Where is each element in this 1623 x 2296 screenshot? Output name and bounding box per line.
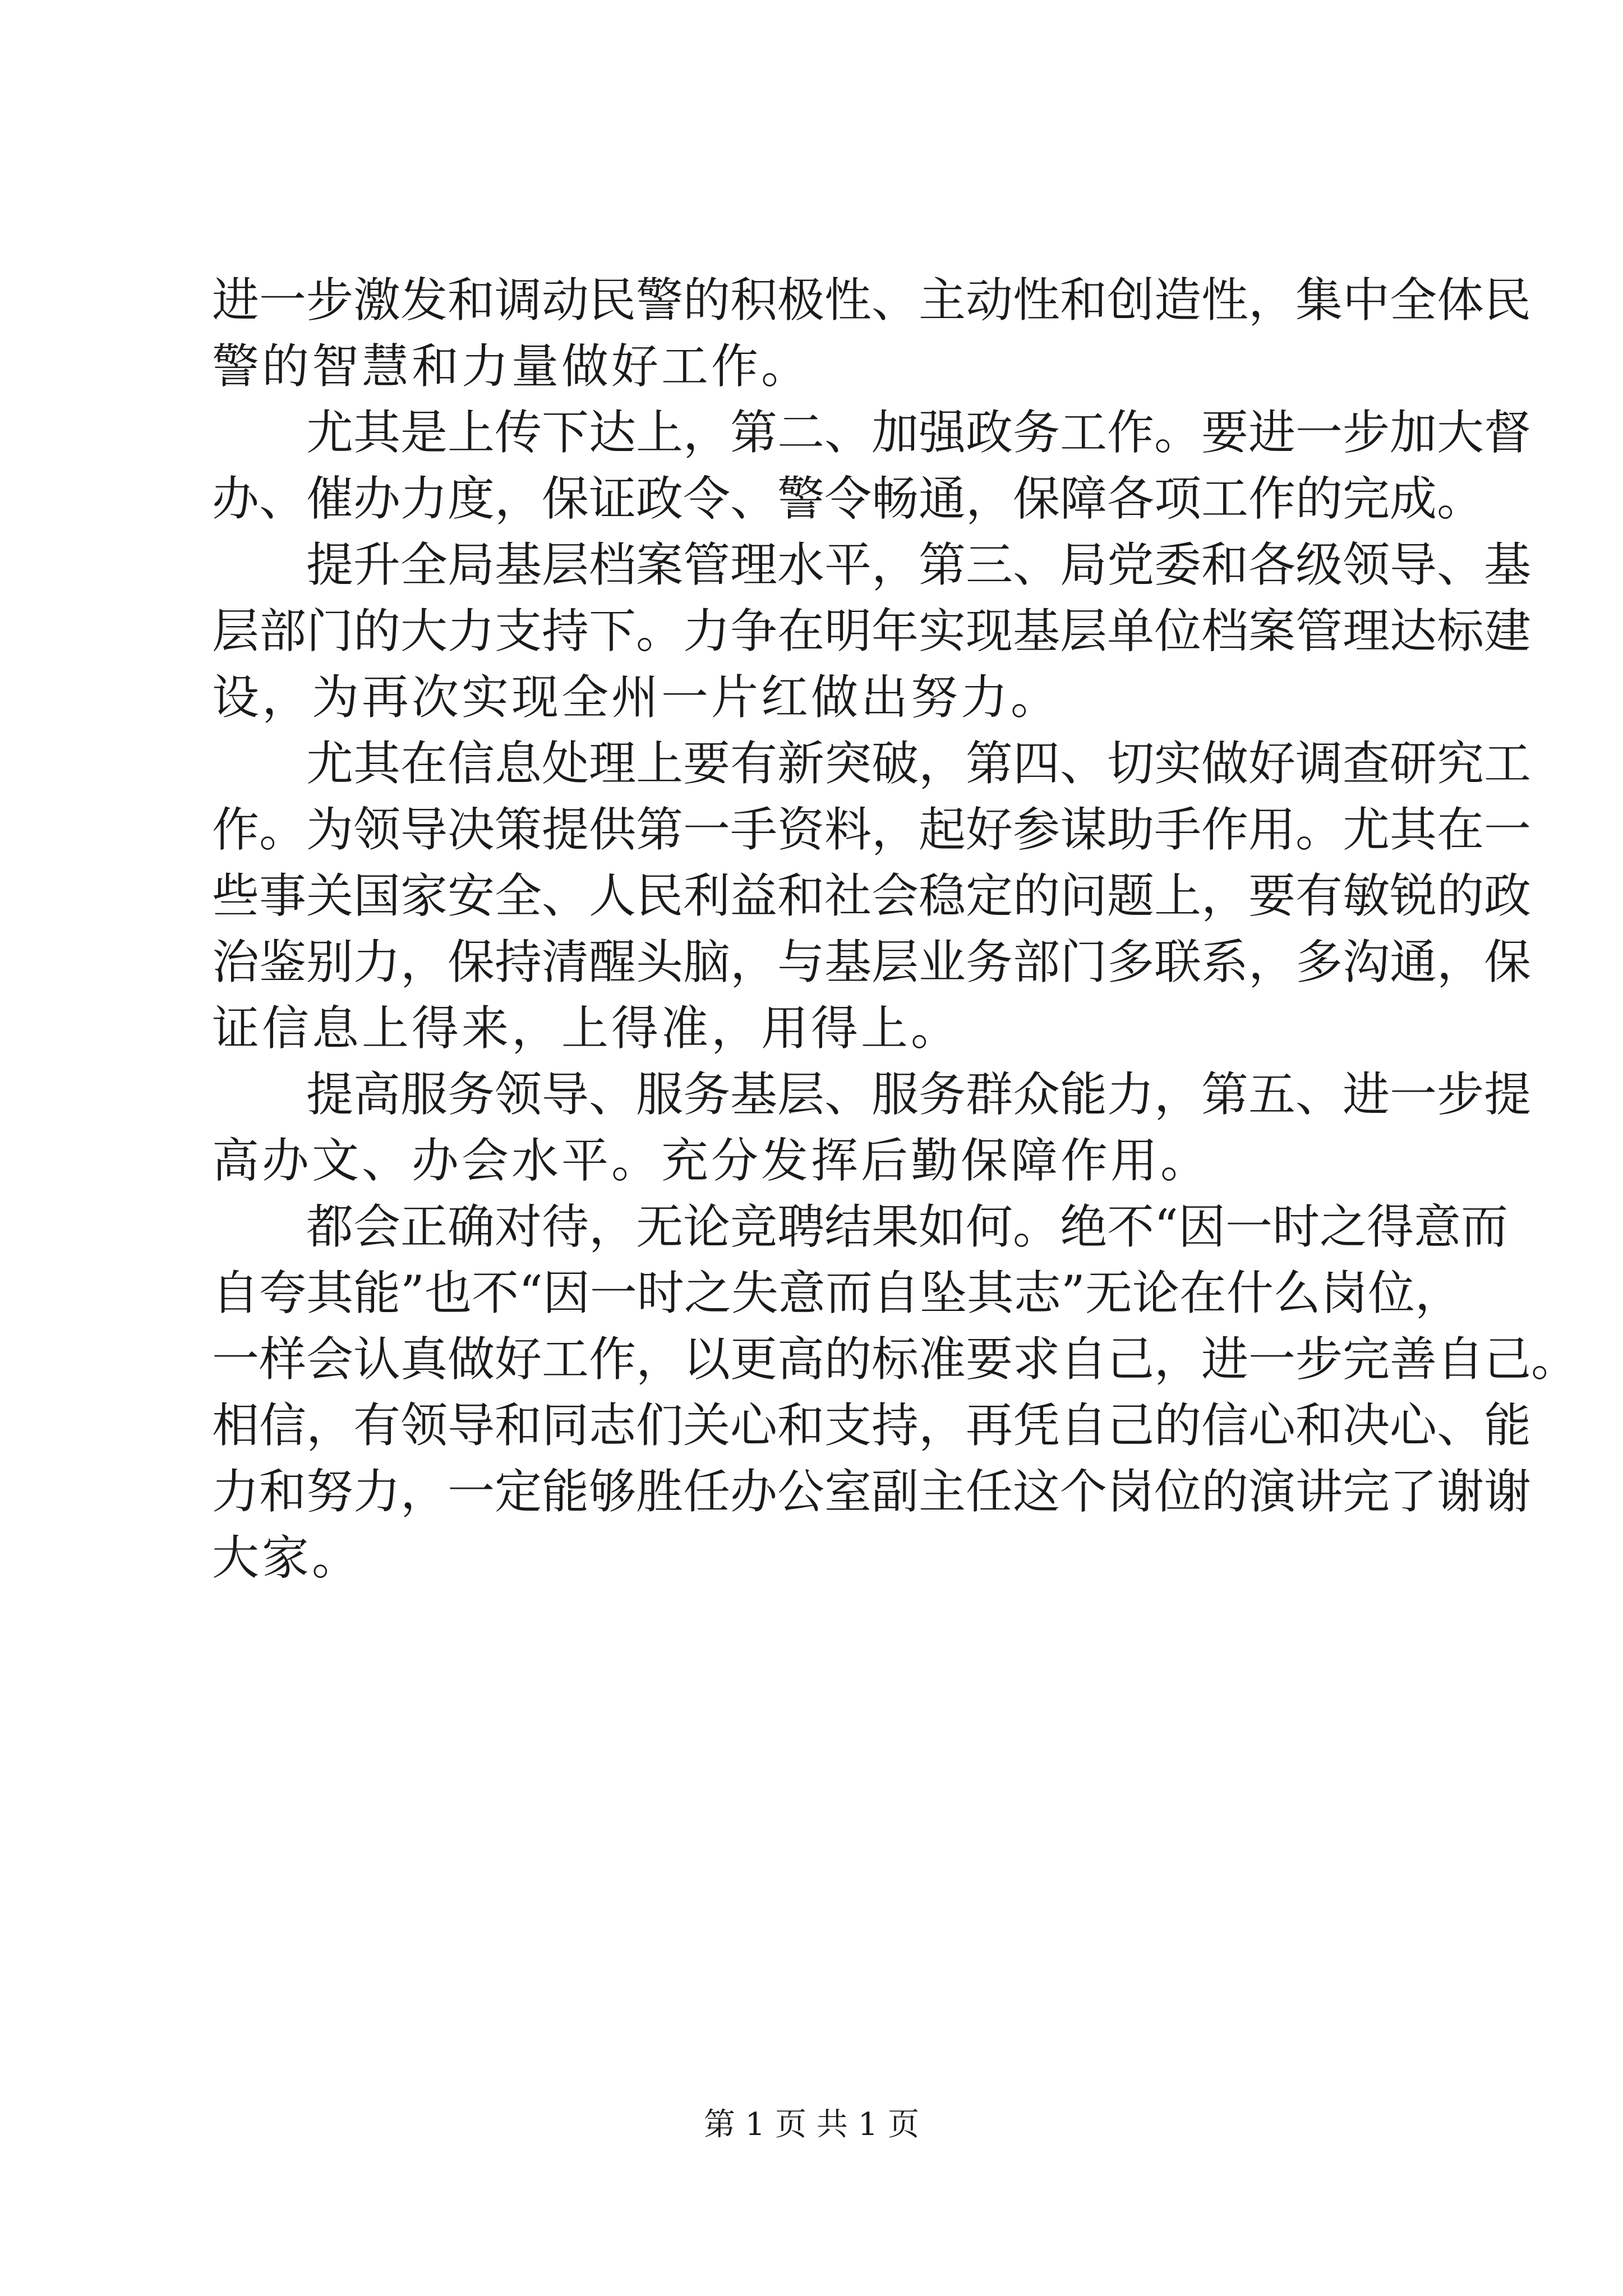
paragraph-5-line-1: 提高服务领导、服务基层、服务群众能力，第五、进一步提: [306, 1067, 1532, 1122]
paragraph-1-line-2: 警的智慧和力量做好工作。: [212, 339, 811, 394]
paragraph-6-line-5: 力和努力，一定能够胜任办公室副主任这个岗位的演讲完了谢谢: [212, 1464, 1532, 1519]
paragraph-3-line-3: 设，为再次实现全州一片红做出努力。: [212, 670, 1061, 725]
paragraph-4-line-5: 证信息上得来，上得准，用得上。: [212, 1001, 961, 1056]
paragraph-6-line-3: 一样会认真做好工作，以更高的标准要求自己，进一步完善自己。: [212, 1332, 1579, 1387]
paragraph-1-line-1: 进一步激发和调动民警的积极性、主动性和创造性，集中全体民: [212, 273, 1532, 328]
paragraph-2-line-2: 办、催办力度，保证政令、警令畅通，保障各项工作的完成。: [212, 471, 1484, 526]
paragraph-5-line-2: 高办文、办会水平。充分发挥后勤保障作用。: [212, 1133, 1211, 1188]
paragraph-6-line-1: 都会正确对待，无论竞聘结果如何。绝不“因一时之得意而: [306, 1199, 1508, 1254]
paragraph-3-line-2: 层部门的大力支持下。力争在明年实现基层单位档案管理达标建: [212, 604, 1532, 659]
paragraph-3-line-1: 提升全局基层档案管理水平，第三、局党委和各级领导、基: [306, 537, 1532, 592]
page-number-label: 第 1 页 共 1 页: [703, 2106, 920, 2143]
paragraph-6-line-2: 自夸其能”也不“因一时之失意而自坠其志”无论在什么岗位，: [212, 1266, 1462, 1320]
page-footer: [0, 2102, 1623, 2147]
paragraph-2-line-1: 尤其是上传下达上，第二、加强政务工作。要进一步加大督: [306, 405, 1532, 460]
paragraph-6-line-4: 相信，有领导和同志们关心和支持，再凭自己的信心和决心、能: [212, 1398, 1532, 1453]
paragraph-4-line-1: 尤其在信息处理上要有新突破，第四、切实做好调查研究工: [306, 736, 1532, 791]
paragraph-4-line-2: 作。为领导决策提供第一手资料，起好参谋助手作用。尤其在一: [212, 802, 1532, 857]
paragraph-4-line-3: 些事关国家安全、人民利益和社会稳定的问题上，要有敏锐的政: [212, 868, 1532, 923]
paragraph-6-line-6: 大家。: [212, 1530, 362, 1585]
paragraph-4-line-4: 治鉴别力，保持清醒头脑，与基层业务部门多联系，多沟通，保: [212, 935, 1532, 990]
